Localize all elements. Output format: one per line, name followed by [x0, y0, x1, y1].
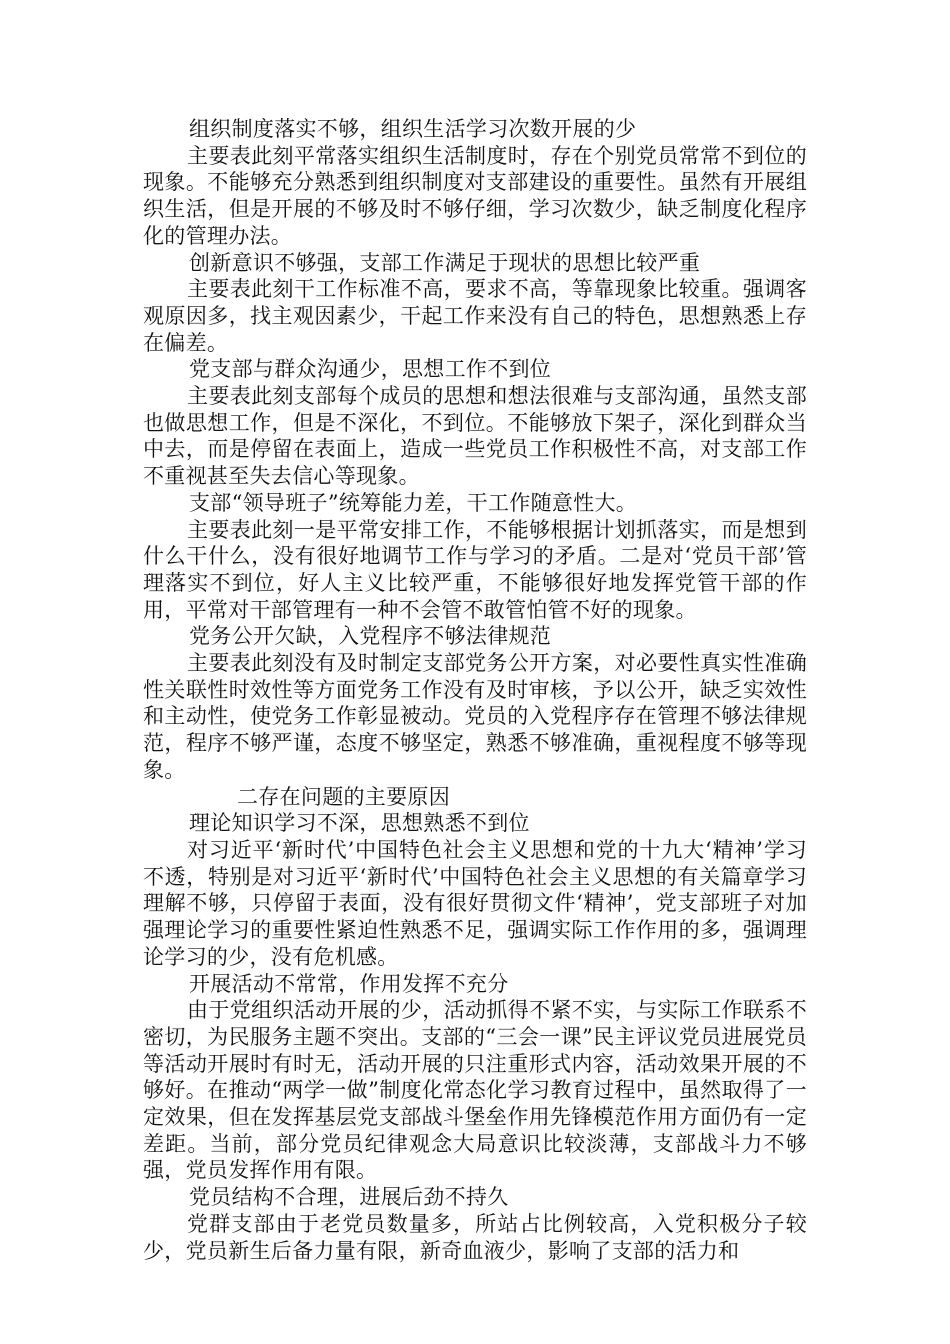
document-page [143, 116, 807, 1264]
heading-communication: 党支部与群众沟通少，思想工作不到位 [189, 357, 552, 382]
paragraph-innovation: 主要表此刻干工作标准不高，要求不高，等靠现象比较重。强调客观原因多，找主观因素少，干起工作来没有自己的特色，思想熟悉上存在偏差。 [143, 277, 807, 355]
paragraph-org-system: 主要表此刻平常落实组织生活制度时，存在个别党员常常不到位的现象。不能够充分熟悉到组织制度对支部建设的重要性。虽然有开展组织生活，但是开展的不够及时不够仔细，学习次数少，缺乏制度化程序化的管理办法。 [143, 143, 807, 248]
paragraph-activities: 由于党组织活动开展的少，活动抓得不紧不实，与实际工作联系不密切，为民服务主题不突出。支部的“三会一课”民主评议党员进展党员等活动开展时有时无，活动开展的只注重形式内容，活动效果开展的不够好。在推动“两学一做”制度化常态化学习教育过程中，虽然取得了一定效果，但在发挥基层党支部战斗堡垒作用先锋模范作用方面仍有一定差距。当前，部分党员纪律观念大局意识比较淡薄，支部战斗力不够强，党员发挥作用有限。 [143, 998, 807, 1183]
heading-activities: 开展活动不常常，作用发挥不充分 [189, 971, 509, 996]
paragraph-leadership: 主要表此刻一是平常安排工作，不能够根据计划抓落实，而是想到什么干什么，没有很好地调节工作与学习的矛盾。二是对‘党员干部’管理落实不到位，好人主义比较严重，不能够很好地发挥党管干部的作用，平常对干部管理有一种不会管不敢管怕管不好的现象。 [143, 517, 807, 622]
paragraph-member-structure: 党群支部由于老党员数量多，所站占比例较高，入党积极分子较少，党员新生后备力量有限，新奇血液少，影响了支部的活力和 [143, 1211, 807, 1263]
paragraph-communication: 主要表此刻支部每个成员的思想和想法很难与支部沟通，虽然支部也做思想工作，但是不深化，不到位。不能够放下架子，深化到群众当中去，而是停留在表面上，造成一些党员工作积极性不高，对支部工作不重视甚至失去信心等现象。 [143, 384, 807, 489]
paragraph-transparency: 主要表此刻没有及时制定支部党务公开方案，对必要性真实性准确性关联性时效性等方面党务工作没有及时审核，予以公开，缺乏实效性和主动性，使党务工作彰显被动。党员的入党程序存在管理不够法律规范，程序不够严谨，态度不够坚定，熟悉不够准确，重视程度不够等现象。 [143, 651, 807, 782]
heading-leadership: 支部“领导班子”统筹能力差，干工作随意性大。 [189, 490, 638, 515]
heading-transparency: 党务公开欠缺，入党程序不够法律规范 [189, 624, 552, 649]
section-title-causes: 二存在问题的主要原因 [237, 784, 450, 809]
heading-innovation: 创新意识不够强，支部工作满足于现状的思想比较严重 [189, 250, 701, 275]
heading-theory-study: 理论知识学习不深，思想熟悉不到位 [189, 811, 530, 836]
heading-org-system: 组织制度落实不够，组织生活学习次数开展的少 [189, 117, 637, 141]
heading-member-structure: 党员结构不合理，进展后劲不持久 [189, 1185, 509, 1210]
paragraph-theory-study: 对习近平‘新时代’中国特色社会主义思想和党的十九大‘精神’学习不透，特别是对习近平‘新时代’中国特色社会主义思想的有关篇章学习理解不够，只停留于表面，没有很好贯彻文件‘精神’，党支部班子对加强理论学习的重要性紧迫性熟悉不足，强调实际工作作用的多，强调理论学习的少，没有危机感。 [143, 837, 807, 969]
